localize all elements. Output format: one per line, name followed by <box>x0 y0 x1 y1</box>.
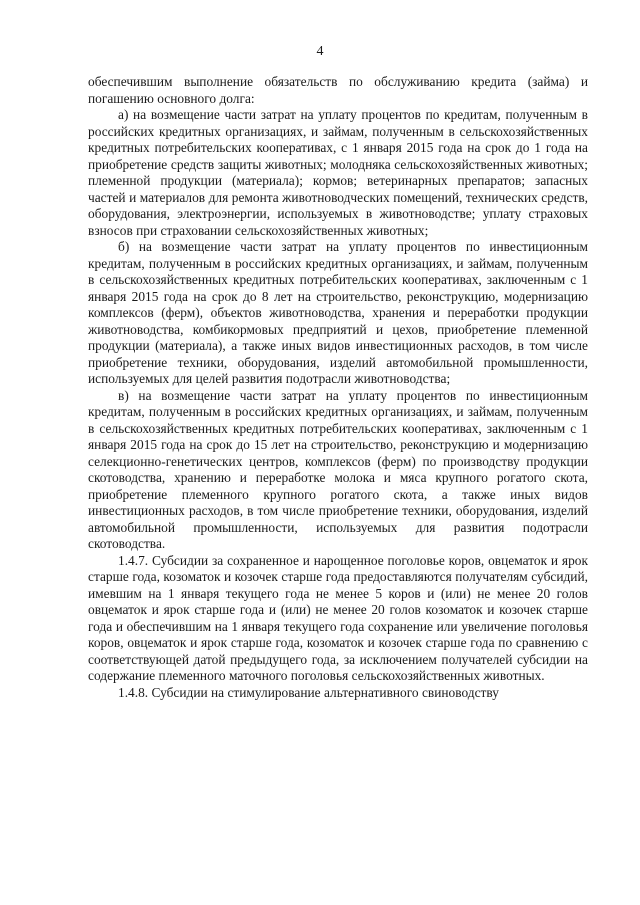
paragraph-continuation: обеспечившим выполнение обязательств по обслуживанию кредита (займа) и погашению основного долга: <box>88 74 588 106</box>
paragraph-1-4-8: 1.4.8. Субсидии на стимулирование альтернативного свиноводству <box>118 684 499 700</box>
paragraph-item-a: а) на возмещение части затрат на уплату процентов по кредитам, полученным в российских кредитных организациях, и займам, полученным в сельскохозяйственных кредитных потребительских кооперативах, с 1 января 2015 года на срок до 1 года на приобретение средств защиты животных; молодняка сельскохозяйственных животных; племенной продукции (материала); кормов; ветеринарных препаратов; запасных частей и материалов для ремонта животноводческих помещений, технических средств, оборудования, электроэнергии, используемых в животноводстве; уплату страховых взносов при страховании сельскохозяйственных животных; <box>88 107 588 238</box>
paragraph-item-b: б) на возмещение части затрат на уплату процентов по инвестиционным кредитам, полученным в российских кредитных организациях, и займам, полученным в сельскохозяйственных кредитных потребительских кооперативах, заключенным с 1 января 2015 года на срок до 8 лет на строительство, реконструкцию, модернизацию комплексов (ферм), объектов животноводства, хранения и переработки продукции животноводства, комбикормовых предприятий и цехов, приобретение племенной продукции (материала), а также иных видов инвестиционных расходов, в том числе приобретение техники, оборудования, изделий автомобильной промышленности, используемых для целей развития подотрасли животноводства; <box>88 239 588 386</box>
document-body <box>88 74 588 701</box>
paragraph-item-v: в) на возмещение части затрат на уплату процентов по инвестиционным кредитам, полученным в российских кредитных организациях, и займам, полученным в сельскохозяйственных кредитных потребительских кооперативах, заключенным с 1 января 2015 года на срок до 15 лет на строительство, реконструкцию и модернизацию селекционно-генетических центров, комплексов (ферм) по производству продукции скотоводства, хранению и переработке молока и мяса крупного рогатого скота, приобретение племенного крупного рогатого скота, а также иных видов инвестиционных расходов, в том числе приобретение техники, оборудования, изделий автомобильной промышленности, используемых для развития подотрасли скотоводства. <box>88 387 588 551</box>
paragraph-1-4-7: 1.4.7. Субсидии за сохраненное и нарощенное поголовье коров, овцематок и ярок старше года, козоматок и козочек старше года предоставляются получателям субсидий, имевшим на 1 января текущего года не менее 5 коров и (или) не менее 20 голов овцематок и ярок старше года и (или) не менее 20 голов козоматок и козочек старше года и обеспечившим на 1 января текущего года сохранение или увеличение поголовья коров, овцематок и ярок старше года, козоматок и козочек старше года по сравнению с соответствующей датой предыдущего года, за исключением получателей субсидии на содержание племенного маточного поголовья сельскохозяйственных животных. <box>88 552 588 683</box>
page-number: 4 <box>316 44 324 59</box>
